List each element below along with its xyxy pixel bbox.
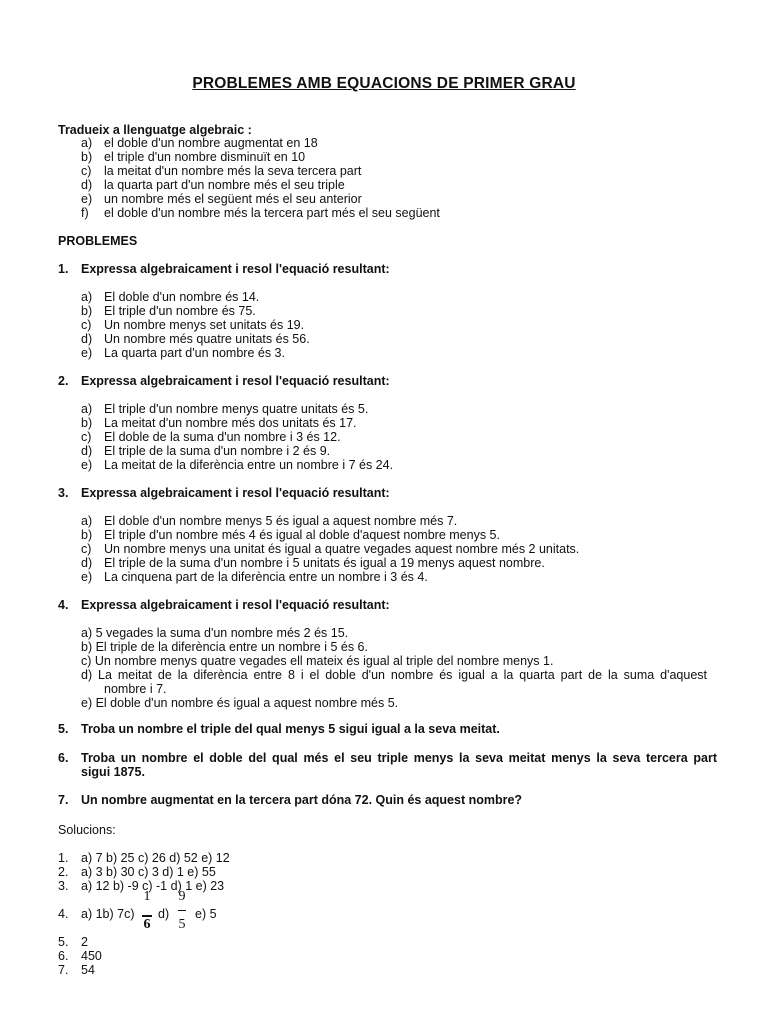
fraction-d-numerator: 9 bbox=[178, 889, 186, 904]
list-item: e) El doble d'un nombre és igual a aquest nombre més 5. bbox=[81, 696, 399, 710]
translate-heading: Tradueix a llenguatge algebraic : bbox=[58, 123, 252, 137]
list-item: a) 5 vegades la suma d'un nombre més 2 és 15. bbox=[81, 626, 349, 640]
fraction-c-numerator: 1 bbox=[143, 889, 151, 904]
list-item: b) El triple de la diferència entre un nombre i 5 és 6. bbox=[81, 640, 368, 654]
fraction-d-denominator: 5 bbox=[178, 917, 186, 932]
fraction-c-denominator: 6 bbox=[143, 917, 151, 932]
problems-heading: PROBLEMES bbox=[58, 234, 138, 248]
worksheet-page: PROBLEMES AMB EQUACIONS DE PRIMER GRAU Tradueix a llenguatge algebraic : a) el doble d'un nombre augmentat en 18 b) el triple d'un nombre disminuït en 10 c) la meitat d'un nombre més la seva tercera part d) la quarta part d'un nombre més el seu triple e) un nombre més el següent més el seu anterior f) el doble d'un nombre més la tercera part més el seu següent PROBLEMES 1. Expressa algebraicament i resol l'equació resultant: a) El doble d'un nombre és 14. b) El triple d'un nombre és 75. c) Un nombre menys set unitats és 19. d) Un nombre més quatre unitats és 56. e) La quarta part d'un nombre és 3. 2. Expressa algebraicament i resol l'equació resultant: a) El triple d'un nombre menys quatre unitats és 5. b) La meitat d'un nombre més dos unitats és 17. c) El doble de la suma d'un nombre i 3 és 12. d) El triple de la suma d'un nombre i 2 és 9. e) La meitat de la diferència entre un nombre i 7 és 24. 3. Expressa algebraicament i resol l'equació resultant: a) El doble d'un nombre menys 5 és igual a aquest nombre més 7. b) El triple d'un nombre més 4 és igual al doble d'aquest nombre menys 5. c) Un nombre menys una unitat és igual a quatre vegades aquest nombre més 2 unitats. d) El triple de la suma d'un nombre i 5 unitats és igual a 19 menys aquest nombre. e) La cinquena part de la diferència entre un nombre i 3 és 4. 4. Expressa algebraicament i resol l'equació resultant: a) 5 vegades la suma d'un nombre més 2 és 15. b) El triple de la diferència entre un nombre i 5 és 6. c) Un nombre menys quatre vegades ell mateix és igual al triple del nombre menys 1. d) La meitat de la diferència entre 8 i el doble d'un nombre és igual a la quarta part de la suma d'aquest nombre i 7. e) El doble d'un nombre és igual a aquest nombre més 5. 5. Troba un nombre el triple del qual menys 5 sigui igual a la seva meitat. 6. Troba un nombre el doble del qual més el seu triple menys la seva meitat menys la seva tercera part sigui 1875. 7. Un nombre augmentat en la tercera part dóna 72. Quin és aquest nombre? Solucions: 1. a) 7 b) 25 c) 26 d) 52 e) 12 2. a) 3 b) 30 c) 3 d) 1 e) 55 3. a) 12 b) -9 c) -1 d) 1 e) 23 4. a) 1b) 7c) d) e) 5 1 6 9 5 5. 2 6. 450 7. 54 bbox=[0, 0, 768, 1024]
solutions-heading: Solucions: bbox=[58, 823, 116, 837]
fraction-d-bar bbox=[178, 910, 186, 911]
page-title: PROBLEMES AMB EQUACIONS DE PRIMER GRAU bbox=[192, 75, 576, 92]
list-item: c) Un nombre menys quatre vegades ell mateix és igual al triple del nombre menys 1. bbox=[81, 654, 554, 668]
list-item-continuation: nombre i 7. bbox=[104, 682, 167, 696]
problem-6-continuation: sigui 1875. bbox=[81, 765, 145, 779]
list-item: d) La meitat de la diferència entre 8 i el doble d'un nombre és igual a la quarta part de la suma d'aquest bbox=[81, 668, 707, 682]
